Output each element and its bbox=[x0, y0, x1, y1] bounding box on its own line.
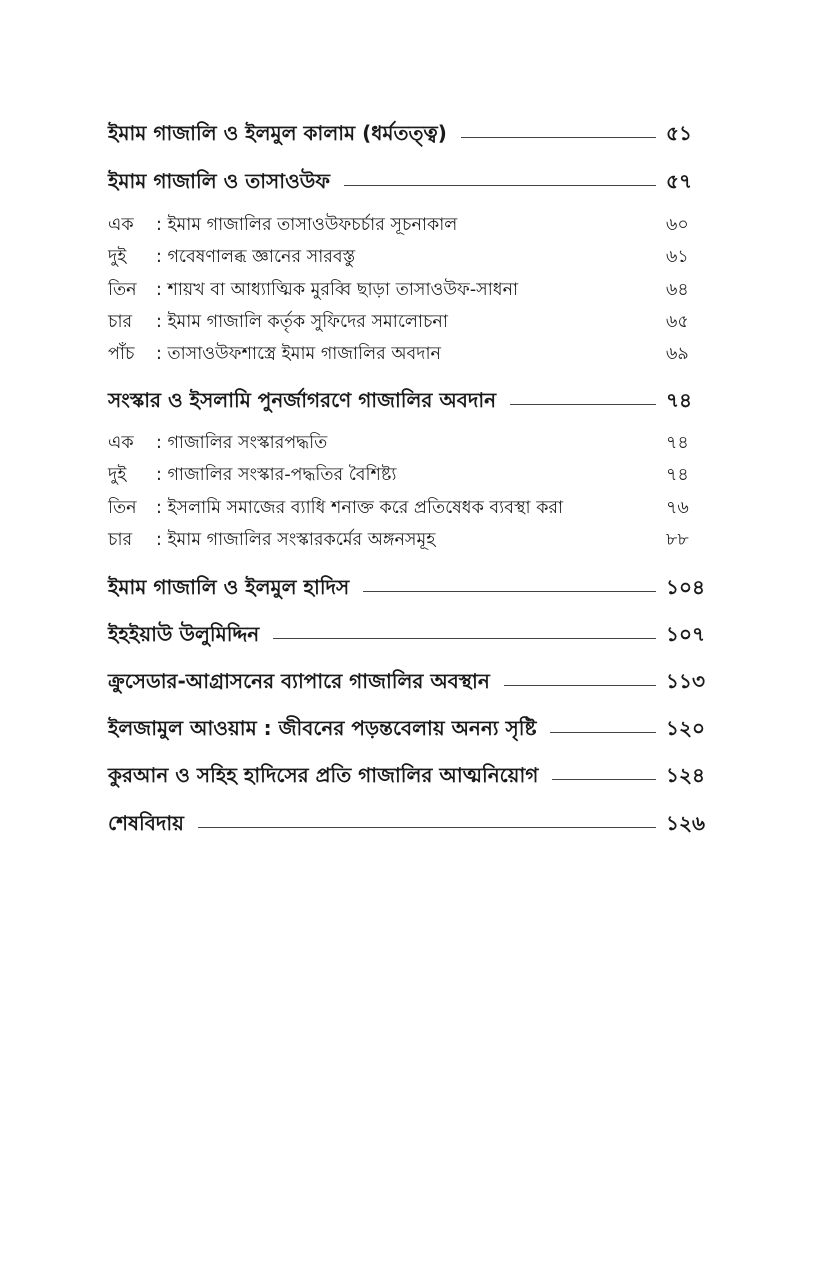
subitem-title: : শায়খ বা আধ্যাত্মিক মুরব্বি ছাড়া তাসাওউফ-সাধনা bbox=[156, 279, 519, 300]
section-title: ইমাম গাজালি ও তাসাওউফ bbox=[108, 168, 330, 193]
page-number: ৭৪ bbox=[666, 464, 689, 485]
toc-subitem[interactable] bbox=[108, 308, 704, 338]
toc-subitem[interactable] bbox=[108, 276, 704, 306]
subitem-title: : ইমাম গাজালির সংস্কারকর্মের অঙ্গনসমূহ bbox=[156, 529, 436, 550]
leader-line bbox=[344, 185, 656, 186]
page-number: ৭৪ bbox=[666, 432, 689, 453]
subitem-label: তিন bbox=[108, 497, 137, 518]
subitem-label: দুই bbox=[108, 464, 127, 485]
toc-subitem[interactable] bbox=[108, 211, 704, 241]
section-title: ইমাম গাজালি ও ইলমুল কালাম (ধর্মতত্ত্ব) bbox=[108, 120, 447, 145]
page-number: ৬৯ bbox=[666, 343, 689, 364]
leader-line bbox=[510, 404, 656, 405]
leader-line bbox=[273, 638, 656, 639]
section-title: ইমাম গাজালি ও ইলমুল হাদিস bbox=[108, 574, 350, 599]
subitem-title: : ইসলামি সমাজের ব্যাধি শনাক্ত করে প্রতিষেধক ব্যবস্থা করা bbox=[156, 497, 564, 518]
page-number: ১০৪ bbox=[666, 574, 705, 599]
toc-subitem[interactable] bbox=[108, 526, 704, 556]
toc-section-crusader[interactable] bbox=[108, 668, 704, 698]
page-number: ৭৪ bbox=[666, 387, 692, 412]
toc-section-quran[interactable] bbox=[108, 762, 704, 792]
page-number: ১২৪ bbox=[666, 762, 705, 787]
subitem-label: চার bbox=[108, 529, 133, 550]
toc-subitem[interactable] bbox=[108, 461, 704, 491]
page-number: ১১৩ bbox=[666, 668, 705, 693]
page-number: ৬৪ bbox=[666, 279, 689, 300]
page-number: ৬০ bbox=[666, 214, 689, 235]
toc-subitem[interactable] bbox=[108, 340, 704, 370]
leader-line bbox=[504, 685, 656, 686]
page-number: ১২০ bbox=[666, 715, 705, 740]
subitem-label: পাঁচ bbox=[108, 343, 135, 364]
leader-line bbox=[198, 827, 656, 828]
leader-line bbox=[461, 137, 656, 138]
section-title: ক্রুসেডার-আগ্রাসনের ব্যাপারে গাজালির অবস্থান bbox=[108, 668, 490, 693]
subitem-label: এক bbox=[108, 214, 134, 235]
subitem-title: : ইমাম গাজালি কর্তৃক সুফিদের সমালোচনা bbox=[156, 311, 448, 332]
leader-line bbox=[363, 591, 656, 592]
leader-line bbox=[550, 732, 656, 733]
page-number: ৬৫ bbox=[666, 311, 689, 332]
page-number: ৭৬ bbox=[666, 497, 689, 518]
subitem-title: : ইমাম গাজালির তাসাওউফচর্চার সূচনাকাল bbox=[156, 214, 458, 235]
page-number: ৫৭ bbox=[666, 168, 692, 193]
page-number: ৫১ bbox=[666, 120, 692, 145]
subitem-label: দুই bbox=[108, 246, 127, 267]
toc-subitem[interactable] bbox=[108, 429, 704, 459]
page-number: ৬১ bbox=[666, 246, 689, 267]
toc-section-reform[interactable] bbox=[108, 387, 704, 417]
section-title: শেষবিদায় bbox=[108, 810, 184, 835]
section-title: কুরআন ও সহিহ হাদিসের প্রতি গাজালির আত্মনিয়োগ bbox=[108, 762, 539, 787]
toc-section-farewell[interactable] bbox=[108, 810, 704, 840]
subitem-title: : গবেষণালব্ধ জ্ঞানের সারবস্তু bbox=[156, 246, 356, 267]
page-number: ১২৬ bbox=[666, 810, 705, 835]
page-number: ৮৮ bbox=[666, 529, 689, 550]
toc-section-tasawwuf[interactable] bbox=[108, 168, 704, 198]
toc-section-iljam[interactable] bbox=[108, 715, 704, 745]
toc-section-ihya[interactable] bbox=[108, 621, 704, 651]
toc-subitem[interactable] bbox=[108, 243, 704, 273]
leader-line bbox=[552, 779, 656, 780]
section-title: ইহইয়াউ উলুমিদ্দিন bbox=[108, 621, 260, 646]
toc-section-hadith[interactable] bbox=[108, 574, 704, 604]
subitem-title: : গাজালির সংস্কার-পদ্ধতির বৈশিষ্ট্য bbox=[156, 464, 397, 485]
subitem-label: এক bbox=[108, 432, 134, 453]
subitem-title: : তাসাওউফশাস্ত্রে ইমাম গাজালির অবদান bbox=[156, 343, 441, 364]
section-title: ইলজামুল আওয়াম : জীবনের পড়ন্তবেলায় অনন্য সৃষ্টি bbox=[108, 715, 537, 740]
subitem-label: তিন bbox=[108, 279, 137, 300]
toc-section-kalam[interactable] bbox=[108, 120, 704, 150]
toc-subitem[interactable] bbox=[108, 494, 704, 524]
subitem-label: চার bbox=[108, 311, 133, 332]
page-number: ১০৭ bbox=[666, 621, 705, 646]
subitem-title: : গাজালির সংস্কারপদ্ধতি bbox=[156, 432, 328, 453]
section-title: সংস্কার ও ইসলামি পুনর্জাগরণে গাজালির অবদান bbox=[108, 387, 497, 412]
